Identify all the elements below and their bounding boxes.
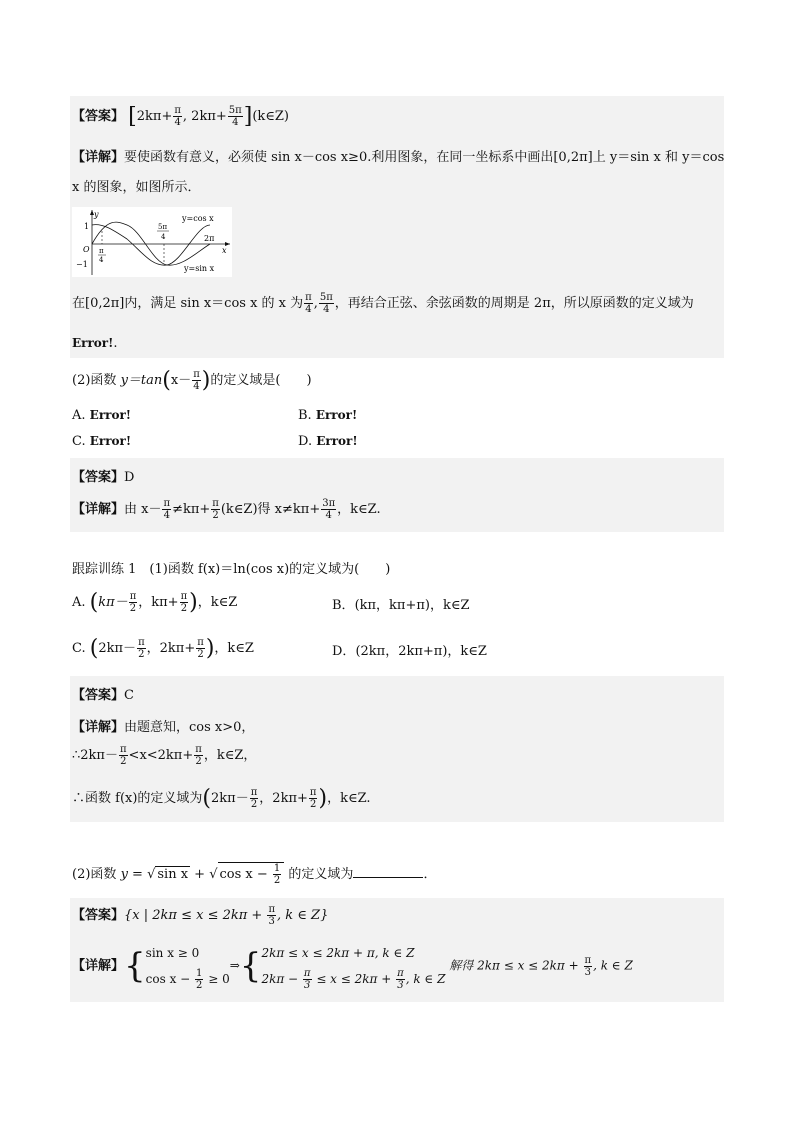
answer-label: 【答案】 (72, 109, 125, 124)
fraction: $\frac{\pi}{3}$ (584, 954, 592, 978)
system-1: sin x ≥ 0 cos x − $\frac{1}{2}$ ≥ 0 (145, 946, 230, 991)
y-axis-label: y (94, 210, 99, 219)
fraction: $\frac{\pi}{4}$ (193, 369, 200, 392)
fraction: $\frac{\pi}{4}$ (163, 498, 171, 521)
q2-option-b[interactable]: B. Error! (298, 408, 358, 423)
svg-text:x: x (222, 246, 227, 255)
fraction: $\frac{\pi}{3}$ (303, 968, 311, 991)
q2-option-d[interactable]: D. Error! (298, 434, 358, 449)
track-detail-3: ∴函数 f(x)的定义域为(2kπ－ $\frac{\pi}{2}$ ，2kπ+ $\frac{\pi}{2}$ )，k∈Z. (72, 786, 371, 811)
track-option-b[interactable]: B．(kπ，kπ+π)，k∈Z (332, 598, 470, 613)
q2-answer: 【答案】D (72, 470, 135, 485)
q3-detail: 【详解】{ sin x ≥ 0 cos x − $\frac{1}{2}$ ≥ 0 ⇒{ 2kπ ≤ x ≤ 2kπ + π, k ∈ Z 2kπ − $\frac{\pi}{3}$ ≤ x ≤ 2kπ + $\frac{\pi}{3}$ , k ∈ Z 解得 2kπ ≤ x ≤ 2kπ + $\frac{\pi}{3}$ , k ∈ Z (72, 940, 633, 992)
block1-error-line: Error!. (72, 336, 118, 351)
fraction: $\frac{\pi}{3}$ (397, 968, 404, 991)
svg-text:5π: 5π (158, 223, 168, 231)
answer-blank (353, 865, 423, 878)
fraction: $\frac{1}{2}$ (273, 863, 281, 886)
fraction: $\frac{1}{2}$ (196, 968, 203, 991)
cos-label: y=cos x (182, 214, 214, 223)
svg-text:O: O (83, 245, 90, 254)
track-option-c[interactable]: C. (2kπ－ $\frac{\pi}{2}$ ，2kπ+ $\frac{\pi}{2}$ )，k∈Z (72, 636, 254, 661)
svg-text:π: π (99, 247, 104, 255)
q2-detail: 【详解】由 x－ $\frac{\pi}{4}$ ≠kπ+ $\frac{\pi}{2}$ (k∈Z)得 x≠kπ+ $\frac{3\pi}{4}$ ，k∈Z. (72, 498, 381, 521)
q3-stem: (2)函数 y = √ sin x + √ cos x − $\frac{1}{2}$ 的定义域为 ． (72, 863, 437, 886)
track-answer: 【答案】C (72, 688, 134, 703)
svg-text:−1: −1 (76, 260, 88, 269)
fraction: $\frac{\pi}{4}$ (174, 105, 181, 128)
block1-detail-line1: 【详解】要使函数有意义，必须使 sin x－cos x≥0.利用图象，在同一坐标系中画出[0,2π]上 y＝sin x 和 y＝cos (72, 150, 725, 165)
fraction: $\frac{5\pi}{4}$ (228, 105, 242, 128)
block1-detail-line2: x 的图象，如图所示． (72, 180, 201, 195)
svg-text:4: 4 (161, 233, 166, 241)
q2-option-c[interactable]: C. Error! (72, 434, 132, 449)
fraction: $\frac{\pi}{2}$ (250, 787, 258, 810)
fraction: $\frac{\pi}{2}$ (180, 591, 188, 614)
sin-label: y=sin x (184, 264, 215, 273)
q2-stem: (2)函数 y＝tan(x－ $\frac{\pi}{4}$ )的定义域是( ) (72, 368, 312, 393)
fraction: $\frac{\pi}{2}$ (129, 591, 137, 614)
fraction: $\frac{\pi}{2}$ (212, 498, 219, 521)
fraction: $\frac{\pi}{4}$ (305, 292, 312, 315)
fraction: $\frac{\pi}{2}$ (309, 787, 317, 810)
fraction: $\frac{\pi}{2}$ (119, 744, 127, 767)
block1-detail-line3: 在[0,2π]内，满足 sin x＝cos x 的 x 为 $\frac{\pi}{4}$ , $\frac{5\pi}{4}$ ，再结合正弦、余弦函数的周期是 2π，所以原函数的定义域为 (72, 292, 694, 315)
track-title: 跟踪训练 1 (1)函数 f(x)＝ln(cos x)的定义域为( ) (72, 562, 391, 577)
sin-cos-graph (72, 207, 232, 277)
detail-label: 【详解】 (72, 150, 125, 165)
q3-answer: 【答案】{x | 2kπ ≤ x ≤ 2kπ + $\frac{\pi}{3}$ , k ∈ Z} (72, 904, 329, 927)
fraction: $\frac{\pi}{3}$ (268, 904, 276, 927)
fraction: $\frac{\pi}{2}$ (197, 637, 204, 660)
svg-text:4: 4 (99, 256, 104, 264)
system-2: 2kπ ≤ x ≤ 2kπ + π, k ∈ Z 2kπ − $\frac{\pi}{3}$ ≤ x ≤ 2kπ + $\frac{\pi}{3}$ , k ∈ Z (261, 946, 446, 991)
track-detail-2: ∴2kπ－ $\frac{\pi}{2}$ <x<2kπ+ $\frac{\pi}{2}$ ，k∈Z， (72, 744, 257, 767)
fraction: $\frac{\pi}{2}$ (195, 744, 202, 767)
svg-text:1: 1 (84, 222, 90, 231)
track-option-d[interactable]: D．(2kπ，2kπ+π)，k∈Z (332, 644, 487, 659)
q2-option-a[interactable]: A. Error! (72, 408, 132, 423)
fraction: $\frac{5\pi}{4}$ (319, 292, 333, 315)
fraction: $\frac{3\pi}{4}$ (322, 498, 336, 521)
track-option-a[interactable]: A. (kπ－ $\frac{\pi}{2}$ ，kπ+ $\frac{\pi}{2}$ )，k∈Z (72, 590, 238, 615)
block1-answer-line: 【答案】 [2kπ+ $\frac{\pi}{4}$ , 2kπ+ $\frac{5\pi}{4}$ ](k∈Z) (72, 104, 289, 129)
track-detail-1: 【详解】由题意知，cos x>0， (72, 720, 255, 735)
fraction: $\frac{\pi}{2}$ (138, 637, 145, 660)
svg-text:2π: 2π (204, 234, 215, 243)
